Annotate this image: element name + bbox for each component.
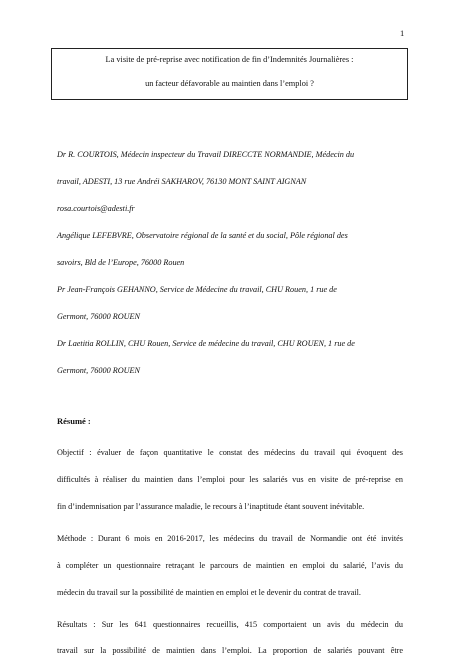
paragraph-line: Résultats : Sur les 641 questionnaires recueillis, 415 comportaient un avis du médecin du <box>57 620 403 629</box>
paragraph-line: fin d’indemnisation par l’assurance maladie, le recours à l’inaptitude étant souvent inévitable. <box>57 502 365 511</box>
author-line: Germont, 76000 ROUEN <box>57 366 141 375</box>
author-line: Pr Jean-François GEHANNO, Service de Médecine du travail, CHU Rouen, 1 rue de <box>57 285 337 294</box>
author-line: savoirs, Bld de l’Europe, 76000 Rouen <box>57 258 185 267</box>
author-line: Dr Laetitia ROLLIN, CHU Rouen, Service de médecine du travail, CHU ROUEN, 1 rue de <box>57 339 355 348</box>
paragraph-line: travail sur la possibilité de maintien dans l’emploi. La proportion de salariés pouvant être <box>57 646 403 655</box>
paragraph-line: à compléter un questionnaire retraçant le parcours de maintien en emploi du salarié, l’avis du <box>57 561 403 570</box>
author-line: travail, ADESTI, 13 rue Andréi SAKHAROV, 76130 MONT SAINT AIGNAN <box>57 177 307 186</box>
author-line: Dr R. COURTOIS, Médecin inspecteur du Travail DIRECCTE NORMANDIE, Médecin du <box>57 150 355 159</box>
abstract-heading: Résumé : <box>57 416 91 426</box>
paragraph-line: Méthode : Durant 6 mois en 2016-2017, les médecins du travail de Normandie ont été invités <box>57 534 403 543</box>
title-line-1: La visite de pré-reprise avec notification de fin d’Indemnités Journalières : <box>105 55 354 64</box>
title-line-2: un facteur défavorable au maintien dans l’emploi ? <box>145 79 314 88</box>
author-line: Germont, 76000 ROUEN <box>57 312 141 321</box>
paragraph-line: Objectif : évaluer de façon quantitative le constat des médecins du travail qui évoquent des <box>57 448 403 457</box>
title-box <box>51 48 408 100</box>
paragraph-line: difficultés à réaliser du maintien dans l’emploi pour les salariés vus en visite de pré-reprise en <box>57 475 403 484</box>
page-number: 1 <box>400 28 405 38</box>
author-email: rosa.courtois@adesti.fr <box>57 204 135 213</box>
paragraph-line: médecin du travail sur la possibilité de maintien en emploi et le devenir du contrat de travail. <box>57 588 361 597</box>
author-line: Angélique LEFEBVRE, Observatoire régional de la santé et du social, Pôle régional des <box>57 231 348 240</box>
